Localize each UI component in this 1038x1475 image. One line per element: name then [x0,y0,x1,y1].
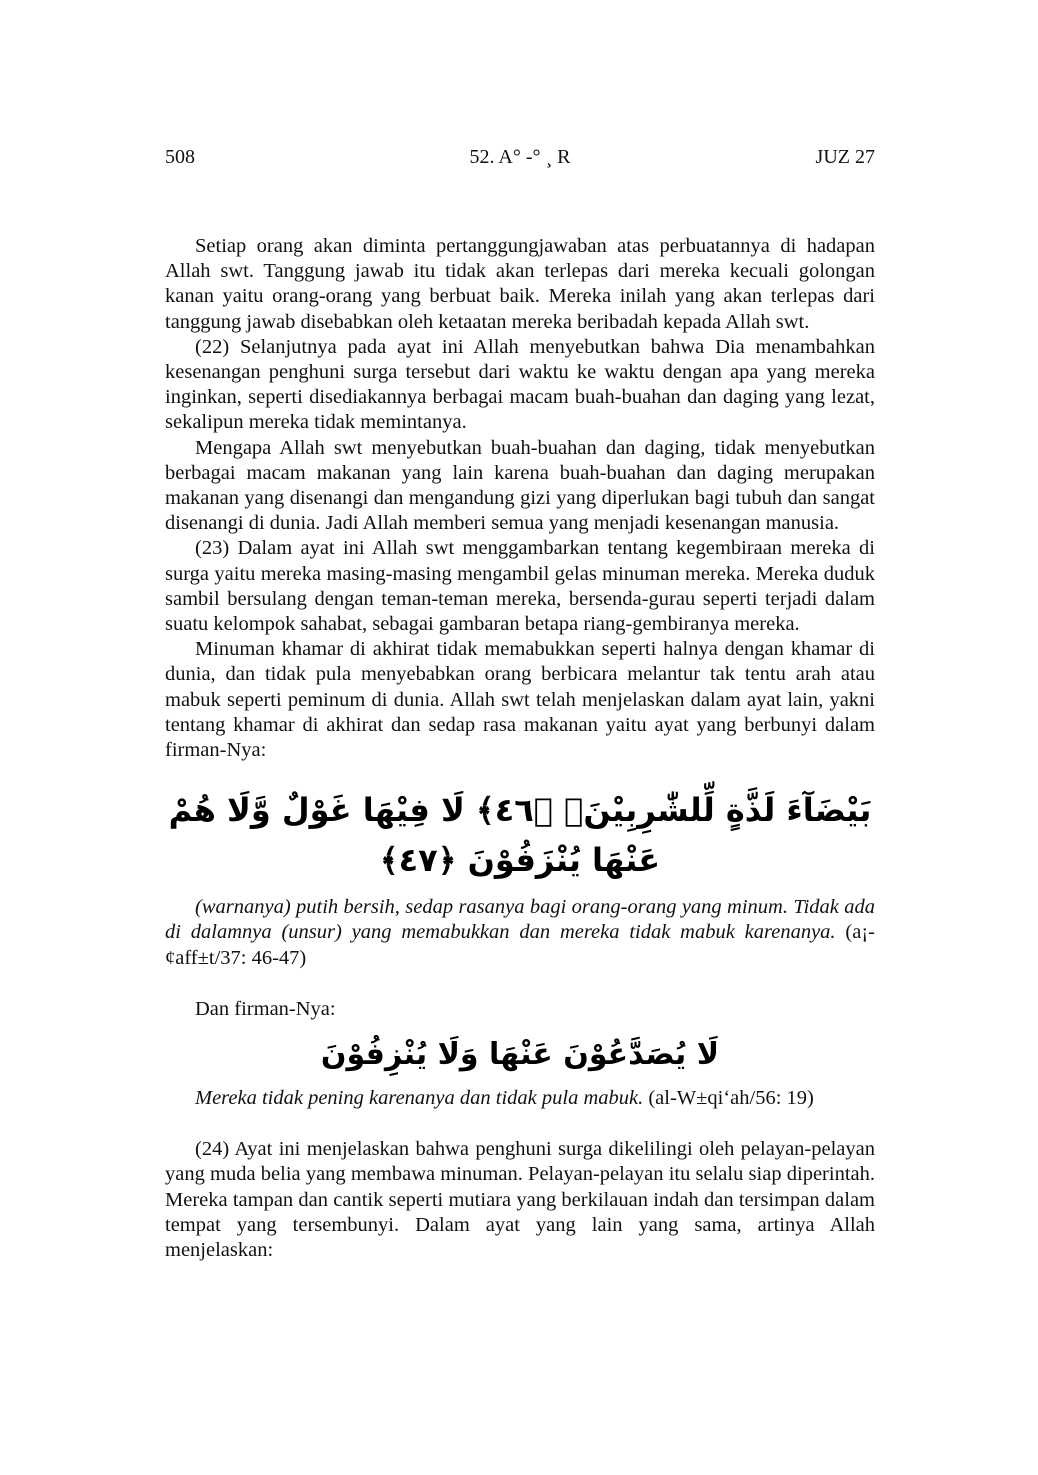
spacer [165,1111,875,1137]
juz-label: JUZ 27 [815,146,875,168]
page-header [165,146,875,176]
translation-as-saffat [165,895,875,971]
translation-al-waqiah [165,1086,875,1111]
arabic-verse-as-saffat: بَيْضَآءَ لَذَّةٍ لِّلشّٰرِبِيْنَۚ ﴿٤٦﴾ لَا فِيْهَا غَوْلٌ وَّلَا هُمْ عَنْهَا يُنْزَفُوْنَ ﴿٤٧﴾ [168,791,872,880]
paragraph-2: (22) Selanjutnya pada ayat ini Allah menyebutkan bahwa Dia menambahkan kesenangan penghuni surga tersebut dari waktu ke waktu dengan apa yang mereka inginkan, seperti disediakannya berbagai macam buah-buahan dan daging yang lezat, sekalipun mereka tidak memintanya. [165,335,875,434]
paragraph-4: (23) Dalam ayat ini Allah swt menggambarkan tentang kegembiraan mereka di surga yaitu mereka masing-masing mengambil gelas minuman mereka. Mereka duduk sambil bersulang dengan teman-teman mereka, bersenda-gurau seperti terjadi dalam suatu kelompok sahabat, sebagai gambaran betapa riang-gembiranya mereka. [165,537,875,636]
arabic-verse-al-waqiah: لَا يُصَدَّعُوْنَ عَنْهَا وَلَا يُنْزِفُوْنَ [320,1037,720,1073]
verse-reference: (al-W±qi‘ah/56: 19) [643,1087,814,1110]
paragraph-1: Setiap orang akan diminta pertanggungjawaban atas perbuatannya di hadapan Allah swt. Tanggung jawab itu tidak akan terlepas dari mereka kecuali golongan kanan yaitu orang-orang yang berbuat baik. Mereka inilah yang akan terlepas dari tanggung jawab disebabkan oleh ketaatan mereka beribadah kepada Allah swt. [165,235,875,333]
page-body [165,234,875,1263]
spacer [165,971,875,997]
page-number: 508 [165,146,195,168]
surah-title: 52. A° -° ¸ R [469,146,571,168]
paragraph-5: Minuman khamar di akhirat tidak memabukkan seperti halnya dengan khamar di dunia, dan tidak pula menyebabkan orang berbicara melantur tak tentu arah atau mabuk seperti peminum di dunia. Allah swt telah menjelaskan dalam ayat lain, yakni tentang khamar di akhirat dan sedap rasa makanan yaitu ayat yang berbunyi dalam firman-Nya: [165,638,875,762]
paragraph-6: Dan firman-Nya: [195,997,336,1020]
verse-reference: (a¡-¢aff±t/37: 46-47) [165,921,875,969]
paragraph-7: (24) Ayat ini menjelaskan bahwa penghuni surga dikelilingi oleh pelayan-pelayan yang muda belia yang membawa minuman. Pelayan-pelayan itu selalu siap diperintah. Mereka tampan dan cantik seperti mutiara yang berkilauan indah dan tersimpan dalam tempat yang tersembunyi. Dalam ayat yang lain yang sama, artinya Allah menjelaskan: [165,1138,875,1262]
translation-text: (warnanya) putih bersih, sedap rasanya bagi orang-orang yang minum. Tidak ada di dalamnya (unsur) yang memabukkan dan mereka tidak mabuk karenanya. [165,896,875,944]
paragraph-3: Mengapa Allah swt menyebutkan buah-buahan dan daging, tidak menyebutkan berbagai macam makanan yang lain karena buah-buahan dan daging merupakan makanan yang disenangi dan mengandung gizi yang diperlukan bagi tubuh dan sangat disenangi di dunia. Jadi Allah memberi semua yang menjadi kesenangan manusia. [165,436,875,535]
translation-text: Mereka tidak pening karenanya dan tidak pula mabuk. [195,1087,644,1110]
